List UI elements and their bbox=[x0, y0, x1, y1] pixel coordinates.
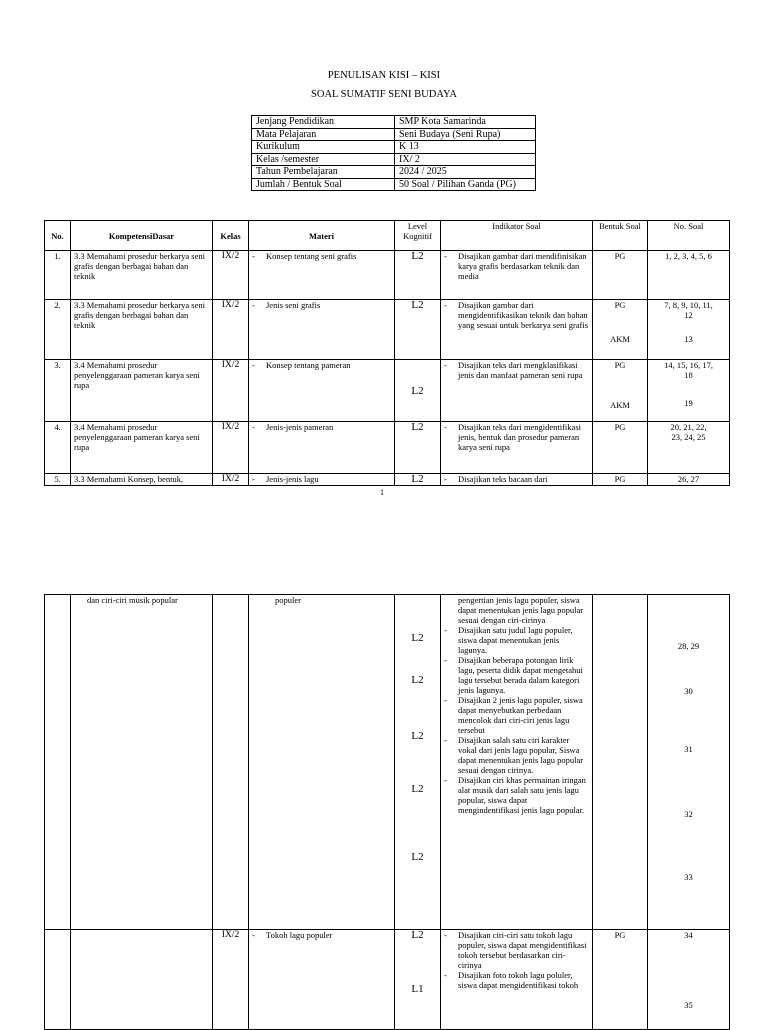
row-level: L2 bbox=[411, 632, 424, 644]
row-kelas: IX/2 bbox=[213, 474, 249, 486]
row-kd: 3.3 Memahami prosedur berkarya seni grafis dengan berbagai bahan dan teknik bbox=[71, 251, 213, 300]
info-key: Jenjang Pendidikan bbox=[252, 116, 395, 129]
row-level: L2 bbox=[411, 851, 424, 863]
header-nosoal: No. Soal bbox=[648, 221, 730, 251]
row-level: L2 bbox=[411, 783, 424, 795]
table-row: 4. 3.4 Memahami prosedur penyelenggaraan pameran karya seni rupa IX/2 - Jenis-jenis pameran L2 - Disajikan teks dari mengidentifikasi jenis, bentuk dan prosedur pameran karya seni rupa PG 20, 21, 22, 23, 24, 25 bbox=[45, 422, 730, 474]
row-nosoal: 28, 29 bbox=[677, 641, 700, 651]
row-indikator: Disajikan teks dari mengklasifikasi jenis dan manfaat pameran seni rupa bbox=[458, 360, 583, 380]
doc-subtitle: SOAL SUMATIF SENI BUDAYA bbox=[311, 89, 457, 100]
row-indikator: Disajikan foto tokoh lagu poluler, siswa dapat mengidentifikasi tokoh bbox=[458, 970, 579, 990]
row-indikator: Disajikan beberapa potongan lirik lagu, peserta didik dapat mengetahui lagu tersebut berada dalam kategori jenis lagunya. bbox=[458, 655, 583, 695]
row-bentuk: PG bbox=[593, 251, 648, 300]
row-indikator: Disajikan teks bacaan dari bbox=[458, 474, 548, 484]
row-indikator: Disajikan satu judul lagu populer, siswa dapat menentukan jenis lagunya. bbox=[458, 625, 573, 655]
row-level: L1 bbox=[411, 983, 424, 995]
info-value: SMP Kota Samarinda bbox=[395, 116, 536, 129]
row-nosoal: 7, 8, 9, 10, 11, 12 bbox=[664, 300, 713, 320]
table-row: 3. 3.4 Memahami prosedur penyelenggaraan pameran karya seni rupa IX/2 - Konsep tentang pameran L2 - Disajikan teks dari mengklasifikasi jenis dan manfaat pameran seni rupa PG AKM 14, 15, 16, 17, 18 19 bbox=[45, 360, 730, 422]
row-bentuk: PG bbox=[593, 930, 648, 1030]
info-key: Kelas /semester bbox=[252, 153, 395, 166]
row-level: L2 bbox=[395, 251, 441, 300]
row-nosoal: 30 bbox=[684, 686, 693, 696]
row-indikator: Disajikan ciri-ciri satu tokoh lagu populer, siswa dapat mengidentifikasi tokoh tersebut berdasarkan ciri-cirinya bbox=[458, 930, 587, 970]
info-table bbox=[251, 115, 536, 191]
row-kd: 3.3 Memahami prosedur berkarya seni grafis dengan berbagai bahan dan teknik bbox=[71, 300, 213, 360]
row-bentuk: PG bbox=[593, 474, 648, 486]
table-row: 2. 3.3 Memahami prosedur berkarya seni grafis dengan berbagai bahan dan teknik IX/2 - Jenis seni grafis L2 - Disajikan gambar dari mengidentifikasikan teknik dan bahan yang sesuai untuk berkarya seni grafis PG AKM 7, 8, 9, 10, 11, 12 13 bbox=[45, 300, 730, 360]
info-value: 2024 / 2025 bbox=[395, 166, 536, 179]
row-level: L2 bbox=[395, 360, 441, 422]
row-indikator: Disajikan ciri khas permainan iringan alat musik dari salah satu jenis lagu popular, siswa dapat mengindentifikasi jenis lagu popular. bbox=[458, 775, 586, 815]
info-key: Kurikulum bbox=[252, 141, 395, 154]
table-row: 5. 3.3 Memahami Konsep, bentuk, IX/2 - Jenis-jenis lagu L2 - Disajikan teks bacaan dari PG 26, 27 bbox=[45, 474, 730, 486]
row-bentuk-akm: AKM bbox=[610, 334, 630, 344]
row-kd: 3.4 Memahami prosedur penyelenggaraan pameran karya seni rupa bbox=[71, 422, 213, 474]
row-level: L2 bbox=[411, 929, 424, 941]
row-materi-cont: populer bbox=[249, 595, 395, 930]
row-nosoal: 34 bbox=[684, 930, 693, 940]
row-kelas: IX/2 bbox=[213, 360, 249, 422]
row-kd: 3.3 Memahami Konsep, bentuk, bbox=[71, 474, 213, 486]
row-nosoal: 35 bbox=[684, 1000, 693, 1010]
row-no: 4. bbox=[45, 422, 71, 474]
info-value: Seni Budaya (Seni Rupa) bbox=[395, 128, 536, 141]
row-bentuk: PG bbox=[593, 422, 648, 474]
table-row: dan ciri-ciri musik popular populer L2 L2 L2 L2 L2 pengertian jenis lagu populer, siswa dapat menentukan jenis lagu popular sesuai dengan ciri-cirinya - Disajikan satu judul lagu populer, siswa dapat menentukan jenis lagunya. - Disajikan beberapa potongan lirik lagu, peserta didik dapat mengetahui lagu tersebut berada dalam kategori jenis lagunya. - Disajikan 2 jenis lagu populer, siswa dapat menyebutkan perbedaan mencolok dari ciri-ciri jenis lagu tersebut - Disajikan salah satu ciri karakter vokal dari jenis lagu popular, Siswa dapat menentukan jenis lagu popular sesuai dengan cirinya. - Disajikan ciri khas permainan iringan alat musik dari salah satu jenis lagu popular, siswa dapat mengindentifikasi jenis lagu popular. 28, 29 30 31 32 33 bbox=[45, 595, 730, 930]
row-kelas: IX/2 bbox=[213, 422, 249, 474]
info-key: Mata Pelajaran bbox=[252, 128, 395, 141]
page-number: 1 bbox=[380, 488, 384, 497]
row-no: 5. bbox=[45, 474, 71, 486]
row-level: L2 bbox=[411, 730, 424, 742]
header-indikator: Indikator Soal bbox=[441, 221, 593, 251]
row-nosoal: 20, 21, 22, 23, 24, 25 bbox=[648, 422, 730, 474]
row-kelas: IX/2 bbox=[213, 300, 249, 360]
row-level: L2 bbox=[395, 300, 441, 360]
row-bentuk: PG bbox=[614, 300, 626, 310]
row-nosoal: 14, 15, 16, 17, 18 bbox=[664, 360, 713, 380]
row-materi: Konsep tentang pameran bbox=[266, 360, 351, 370]
row-level: L2 bbox=[395, 422, 441, 474]
info-key: Tahun Pembelajaran bbox=[252, 166, 395, 179]
row-level: L2 bbox=[395, 474, 441, 486]
row-no: 1. bbox=[45, 251, 71, 300]
row-indikator: Disajikan salah satu ciri karakter vokal dari jenis lagu popular, Siswa dapat menentukan jenis lagu popular sesuai dengan cirinya. bbox=[458, 735, 584, 775]
doc-title: PENULISAN KISI – KISI bbox=[327, 70, 441, 81]
header-no: No. bbox=[45, 221, 71, 251]
row-kd-cont: dan ciri-ciri musik popular bbox=[71, 595, 213, 930]
info-value: IX/ 2 bbox=[395, 153, 536, 166]
row-bentuk-akm: AKM bbox=[610, 400, 630, 410]
row-indikator: Disajikan teks dari mengidentifikasi jenis, bentuk dan prosedur pameran karya seni rupa bbox=[458, 422, 581, 452]
row-nosoal-akm: 19 bbox=[684, 398, 693, 408]
kisi-table-continued bbox=[44, 594, 730, 1030]
row-materi: Jenis-jenis pameran bbox=[266, 422, 334, 432]
row-nosoal: 33 bbox=[684, 872, 693, 882]
row-nosoal: 31 bbox=[684, 744, 693, 754]
table-row: 1. 3.3 Memahami prosedur berkarya seni grafis dengan berbagai bahan dan teknik IX/2 - Konsep tentang seni grafis L2 - Disajikan gambar dari mendifinisikan karya grafis berdasarkan teknik dan media PG 1, 2, 3, 4, 5, 6 bbox=[45, 251, 730, 300]
header-materi: Materi bbox=[249, 221, 395, 251]
info-value: K 13 bbox=[395, 141, 536, 154]
row-indikator: Disajikan gambar dari mendifinisikan karya grafis berdasarkan teknik dan media bbox=[458, 251, 587, 281]
row-level: L2 bbox=[411, 674, 424, 686]
header-bentuk: Bentuk Soal bbox=[593, 221, 648, 251]
row-materi: Tokoh lagu populer bbox=[266, 930, 333, 940]
row-nosoal: 26, 27 bbox=[648, 474, 730, 486]
row-indikator: Disajikan gambar dari mengidentifikasikan teknik dan bahan yang sesuai untuk berkarya seni grafis bbox=[458, 300, 589, 330]
row-materi: Jenis-jenis lagu bbox=[266, 474, 319, 484]
row-materi: Jenis seni grafis bbox=[266, 300, 321, 310]
row-bentuk: PG bbox=[614, 360, 626, 370]
row-nosoal-akm: 13 bbox=[684, 334, 693, 344]
table-row: IX/2 - Tokoh lagu populer L2 L1 - Disajikan ciri-ciri satu tokoh lagu populer, siswa dapat mengidentifikasi tokoh tersebut berdasarkan ciri-cirinya - Disajikan foto tokoh lagu poluler, siswa dapat mengidentifikasi tokoh PG 34 35 bbox=[45, 930, 730, 1030]
header-kd: KompetensiDasar bbox=[71, 221, 213, 251]
row-no: 2. bbox=[45, 300, 71, 360]
row-kd: 3.4 Memahami prosedur penyelenggaraan pameran karya seni rupa bbox=[71, 360, 213, 422]
row-kelas: IX/2 bbox=[213, 930, 249, 1030]
row-materi: Konsep tentang seni grafis bbox=[266, 251, 357, 261]
kisi-table bbox=[44, 220, 730, 486]
info-key: Jumlah / Bentuk Soal bbox=[252, 178, 395, 191]
header-level: Level Kognitif bbox=[395, 221, 441, 251]
row-indikator-cont: pengertian jenis lagu populer, siswa dapat menentukan jenis lagu popular sesuai dengan ciri-cirinya bbox=[458, 595, 584, 625]
row-indikator: Disajikan 2 jenis lagu populer, siswa dapat menyebutkan perbedaan mencolok dari ciri-ciri jenis lagu tersebut bbox=[458, 695, 583, 735]
row-nosoal: 32 bbox=[684, 809, 693, 819]
row-kelas: IX/2 bbox=[213, 251, 249, 300]
row-no: 3. bbox=[45, 360, 71, 422]
row-nosoal: 1, 2, 3, 4, 5, 6 bbox=[648, 251, 730, 300]
header-kelas: Kelas bbox=[213, 221, 249, 251]
info-value: 50 Soal / Pilihan Ganda (PG) bbox=[395, 178, 536, 191]
